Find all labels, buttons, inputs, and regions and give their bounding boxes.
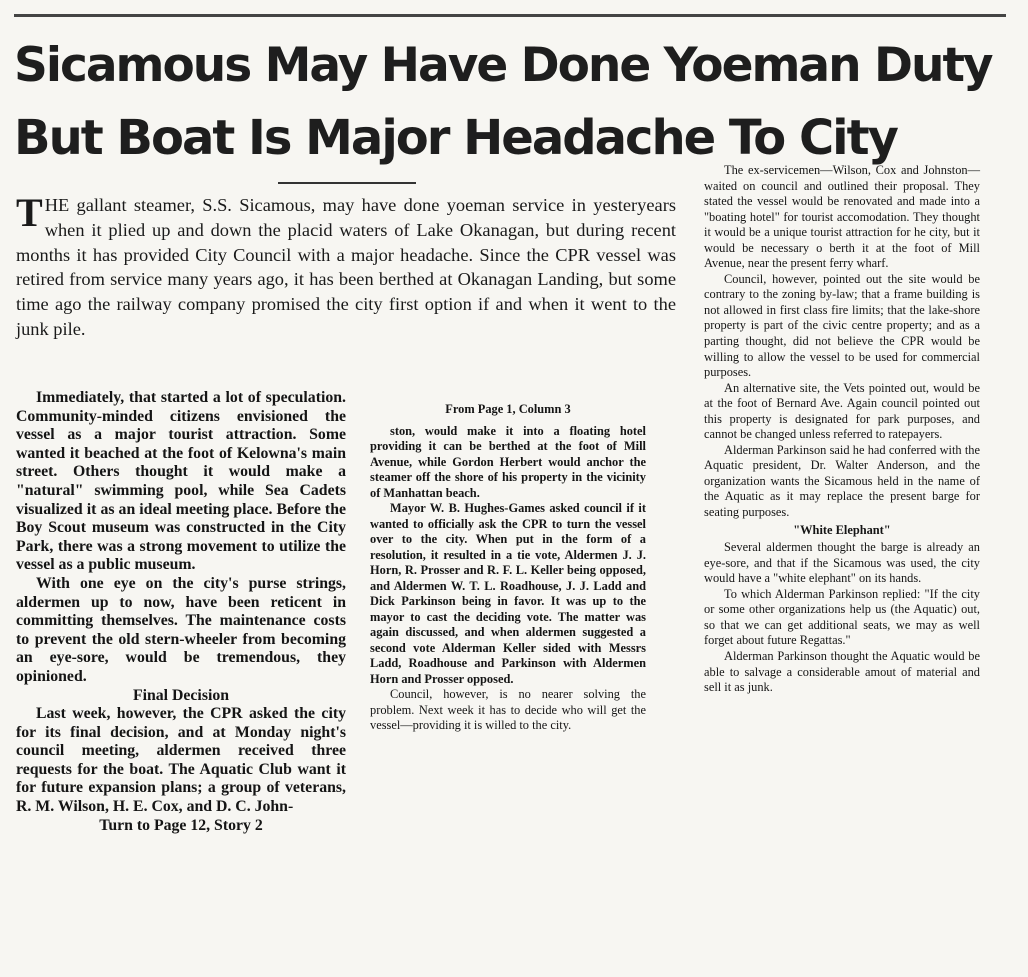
continued-from-line: From Page 1, Column 3 <box>445 402 571 416</box>
column-3-paragraph: Alderman Parkinson thought the Aquatic would be able to salvage a considerable amout of material and sell it as junk. <box>704 648 980 695</box>
drop-cap: T <box>16 190 43 235</box>
column-2-paragraph: Council, however, is no nearer solving the problem. Next week it has to decide who will get the vessel—providing it is willed to the city. <box>370 687 646 732</box>
lede-paragraph <box>16 190 676 342</box>
column-1-paragraph: With one eye on the city's purse strings, aldermen up to now, have been reticent in committing themselves. The maintenance costs to prevent the old stern-wheeler from becoming an eye-sore, would be tremendous, they opinioned. <box>16 574 346 685</box>
column-3-paragraph: The ex-servicemen—Wilson, Cox and Johnston—waited on council and outlined their proposal. They stated the vessel would be renovated and made into a "boating hotel" for tourist accomodation. They thought it would be a unique tourist attraction for he city, but it would be necessary o berth it at the foot of Mill Avenue, near the present ferry wharf. <box>704 163 980 271</box>
column-3-paragraph: To which Alderman Parkinson replied: "If the city or some other organizations help us (the Aquatic) out, so that we can get additional seats, we may as well forget about future Regattas." <box>704 586 980 648</box>
subhead-final-decision: Final Decision <box>132 686 230 704</box>
lede-text: HE gallant steamer, S.S. Sicamous, may have done yoeman service in yesteryears when it plied up and down the placid waters of Lake Okanagan, but during recent months it has provided City Council with a major headache. Since the CPR vessel was retired from service many years ago, it has been berthed at Okanagan Landing, but some time ago the railway company promised the city first option if and when it went to the junk pile. <box>16 195 676 339</box>
column-3 <box>704 163 980 696</box>
jump-line: Turn to Page 12, Story 2 <box>99 816 263 834</box>
column-2-paragraph: Mayor W. B. Hughes-Games asked council if it wanted to officially ask the CPR to turn the vessel over to the city. When put in the form of a resolution, it resulted in a tie vote, Aldermen J. J. Horn, R. Prosser and R. F. L. Keller being opposed, and Aldermen W. T. L. Roadhouse, J. J. Ladd and Dick Parkinson being in favor. It was up to the mayor to cast the deciding vote. The matter was again discussed, and when aldermen suggested a second vote Alderman Keller sided with Messrs Ladd, Roadhouse and Parkinson with Aldermen Horn and Prosser opposed. <box>370 501 646 686</box>
headline-divider <box>278 182 416 184</box>
column-1-paragraph: Immediately, that started a lot of speculation. Community-minded citizens envisioned the vessel as a major tourist attraction. Some wanted it beached at the foot of Kelowna's main street. Others thought it would make a "natural" swimming pool, while Sea Cadets visualized it as an ideal meeting place. Before the Boy Scout museum was constructed in the City Park, there was a strong movement to utilize the vessel as a public museum. <box>16 389 346 574</box>
column-3-paragraph: Council, however, pointed out the site would be contrary to the zoning by-law; that a frame building is not allowed in first class fire limits; that the lake-shore property is part of the civic centre property; and as a parting thought, did not believe the CPR would be willing to allow the vessel to be used for commercial purposes. <box>704 271 980 380</box>
column-3-paragraph: An alternative site, the Vets pointed out, would be at the foot of Bernard Ave. Again council pointed out this property is designated for park purposes, and cannot be changed unless referred to ratepayers. <box>704 380 980 442</box>
top-rule <box>14 14 1006 17</box>
column-2-paragraph: ston, would make it into a floating hotel providing it can be berthed at the foot of Mill Avenue, while Gordon Herbert would anchor the steamer off the shore of his property in the vicinity of Manhattan beach. <box>370 423 646 500</box>
column-1-paragraph: Last week, however, the CPR asked the city for its final decision, and at Monday night's council meeting, aldermen received three requests for the boat. The Aquatic Club want it for future expansion plans; a group of veterans, R. M. Wilson, H. E. Cox, and D. C. John- <box>16 705 346 816</box>
column-3-paragraph: Several aldermen thought the barge is already an eye-sore, and that if the Sicamous was used, the city would have a "white elephant" on its hands. <box>704 540 980 586</box>
column-3-paragraph: Alderman Parkinson said he had conferred with the Aquatic president, Dr. Walter Anderson, and the organization wants the Sicamous held in the name of the Aquatic as it may replace the present barge for seating purposes. <box>704 442 980 520</box>
headline-line-1: Sicamous May Have Done Yoeman Duty <box>14 38 992 93</box>
column-1 <box>16 389 346 835</box>
subhead-white-elephant: "White Elephant" <box>793 522 891 537</box>
headline-line-2: But Boat Is Major Headache To City <box>14 110 897 166</box>
column-2 <box>370 402 646 734</box>
